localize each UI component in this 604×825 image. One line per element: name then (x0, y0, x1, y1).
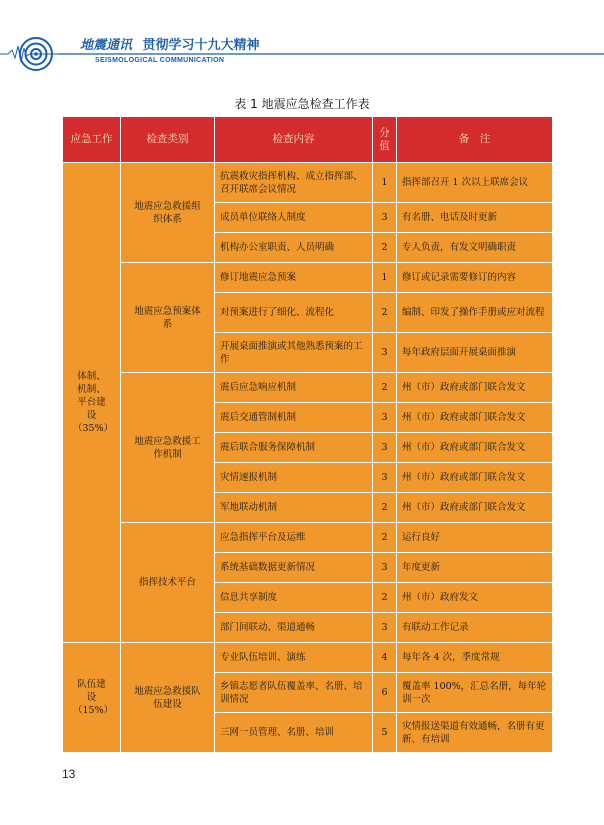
table-row (63, 263, 553, 293)
col-header-content: 检查内容 (215, 117, 373, 163)
table-caption: 表 1 地震应急检查工作表 (234, 97, 370, 111)
content-cell: 系统基础数据更新情况 (215, 553, 373, 583)
note-cell: 编制、印发了操作手册或应对流程 (397, 293, 553, 333)
score-cell: 2 (373, 583, 397, 613)
content-cell: 震后交通管制机制 (215, 403, 373, 433)
table-row (63, 643, 553, 673)
score-cell: 5 (373, 713, 397, 753)
header-headline: 贯彻学习十九大精神 (142, 38, 260, 53)
inspection-table (62, 116, 553, 753)
publication-name: 地震通讯 (80, 38, 133, 53)
note-cell: 州（市）政府发文 (397, 583, 553, 613)
header-subtitle: SEISMOLOGICAL COMMUNICATION (95, 57, 225, 64)
category-cell: 地震应急救援队伍建设 (121, 643, 215, 753)
category-cell: 地震应急救援组织体系 (121, 163, 215, 263)
content-cell: 信息共享制度 (215, 583, 373, 613)
score-cell: 3 (373, 203, 397, 233)
score-cell: 6 (373, 673, 397, 713)
score-cell: 3 (373, 613, 397, 643)
content-cell: 应急指挥平台及运维 (215, 523, 373, 553)
page-number: 13 (62, 767, 76, 781)
note-cell: 州（市）政府或部门联合发文 (397, 433, 553, 463)
content-cell: 抗震救灾指挥机构、成立指挥部、召开联席会议情况 (215, 163, 373, 203)
score-cell: 4 (373, 643, 397, 673)
content-cell: 震后联合服务保障机制 (215, 433, 373, 463)
note-cell: 州（市）政府或部门联合发文 (397, 403, 553, 433)
page-header (0, 0, 604, 80)
content-cell: 开展桌面推演或其他熟悉预案的工作 (215, 333, 373, 373)
content-cell: 军地联动机制 (215, 493, 373, 523)
category-cell: 地震应急预案体系 (121, 263, 215, 373)
content-cell: 机构办公室职责、人员明确 (215, 233, 373, 263)
col-header-score: 分值 (373, 117, 397, 163)
content-cell: 成员单位联络人制度 (215, 203, 373, 233)
col-header-note: 备 注 (397, 117, 553, 163)
note-cell: 州（市）政府或部门联合发文 (397, 373, 553, 403)
group-cell: 队伍建设（15%） (63, 643, 121, 753)
content-cell: 部门间联动、渠道通畅 (215, 613, 373, 643)
score-cell: 2 (373, 523, 397, 553)
note-cell: 指挥部召开 1 次以上联席会议 (397, 163, 553, 203)
note-cell: 年度更新 (397, 553, 553, 583)
category-cell: 地震应急救援工作机制 (121, 373, 215, 523)
category-cell: 指挥技术平台 (121, 523, 215, 643)
score-cell: 3 (373, 403, 397, 433)
score-cell: 2 (373, 293, 397, 333)
note-cell: 专人负责，有发文明确职责 (397, 233, 553, 263)
content-cell: 三网一员管理、名册、培训 (215, 713, 373, 753)
content-cell: 对预案进行了细化、流程化 (215, 293, 373, 333)
note-cell: 州（市）政府或部门联合发文 (397, 493, 553, 523)
content-cell: 震后应急响应机制 (215, 373, 373, 403)
score-cell: 3 (373, 553, 397, 583)
score-cell: 3 (373, 433, 397, 463)
score-cell: 2 (373, 373, 397, 403)
content-cell: 专业队伍培训、演练 (215, 643, 373, 673)
table-row (63, 523, 553, 553)
score-cell: 2 (373, 493, 397, 523)
content-cell: 灾情速报机制 (215, 463, 373, 493)
note-cell: 覆盖率 100%，汇总名册，每年轮训一次 (397, 673, 553, 713)
note-cell: 有名册、电话及时更新 (397, 203, 553, 233)
score-cell: 2 (373, 233, 397, 263)
content-cell: 乡镇志愿者队伍覆盖率、名册、培训情况 (215, 673, 373, 713)
col-header-category: 检查类别 (121, 117, 215, 163)
table-row (63, 163, 553, 203)
score-cell: 1 (373, 263, 397, 293)
note-cell: 每年政府层面开展桌面推演 (397, 333, 553, 373)
score-cell: 3 (373, 333, 397, 373)
note-cell: 每年各 4 次，季度常规 (397, 643, 553, 673)
note-cell: 灾情报送渠道有效通畅，名册有更新、有培训 (397, 713, 553, 753)
table-row (63, 373, 553, 403)
score-cell: 3 (373, 463, 397, 493)
table-header-row (63, 117, 553, 163)
note-cell: 运行良好 (397, 523, 553, 553)
group-cell: 体制、机制、平台建设（35%） (63, 163, 121, 643)
note-cell: 修订或记录需要修订的内容 (397, 263, 553, 293)
score-cell: 1 (373, 163, 397, 203)
col-header-work: 应急工作 (63, 117, 121, 163)
content-cell: 修订地震应急预案 (215, 263, 373, 293)
note-cell: 州（市）政府或部门联合发文 (397, 463, 553, 493)
note-cell: 有联动工作记录 (397, 613, 553, 643)
